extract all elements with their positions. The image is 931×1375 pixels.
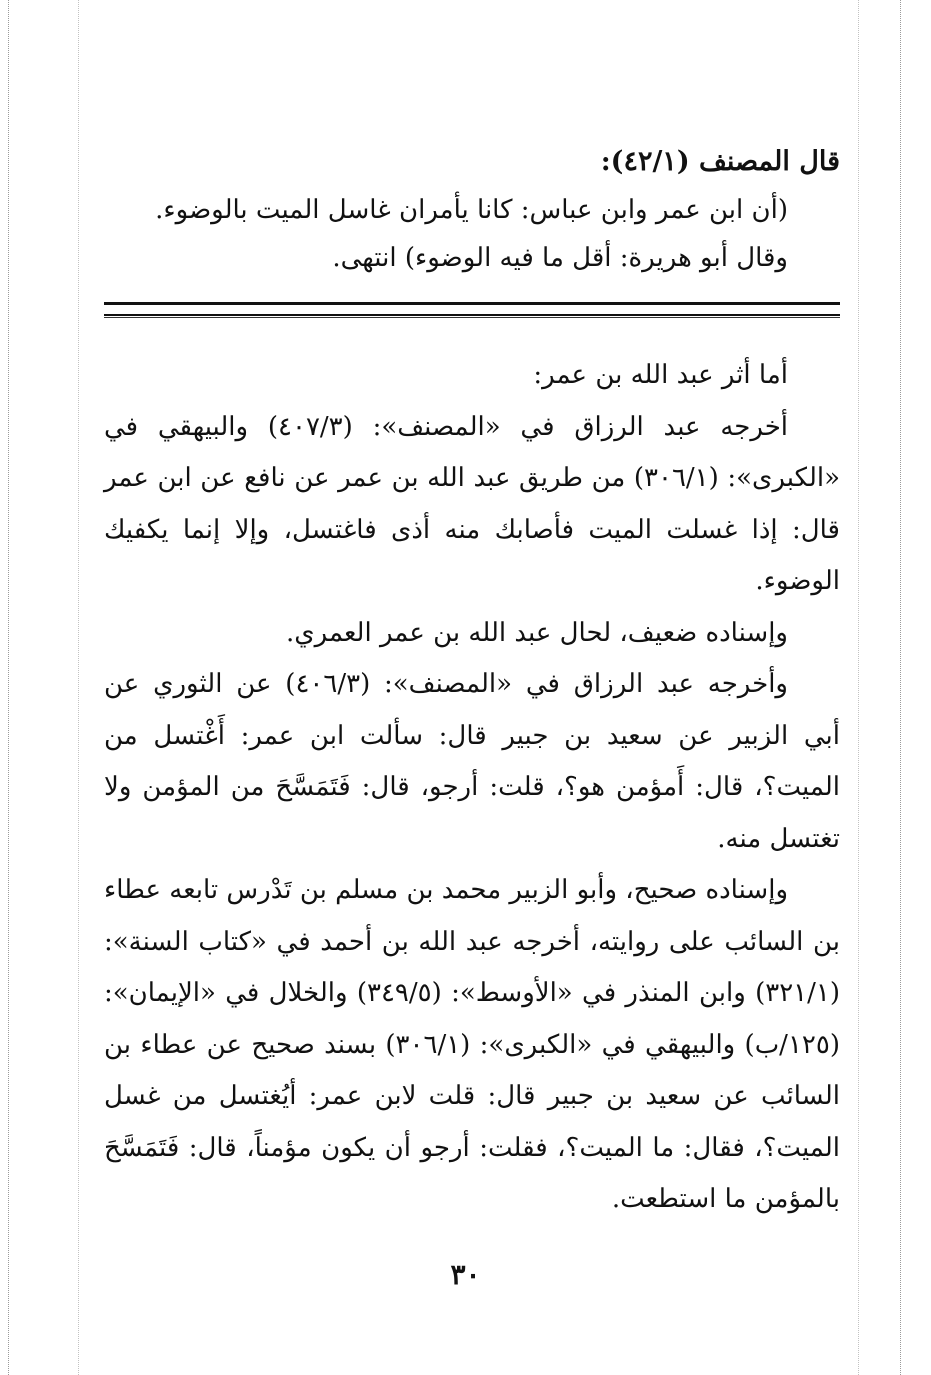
quote-line: (أن ابن عمر وابن عباس: كانا يأمران غاسل الميت بالوضوء. — [155, 195, 788, 225]
quoted-text — [104, 186, 840, 282]
commentary-body — [104, 350, 840, 1226]
paragraph: وأخرجه عبد الرزاق في «المصنف»: (٤٠٦/٣) عن الثوري عن أبي الزبير عن سعيد بن جبير قال: سألت ابن عمر: أَغْتسل من الميت؟، قال: أَمؤمن هو؟، قلت: أرجو، قال: فَتَمَسَّحَ من المؤمن ولا تغتسل منه. — [104, 669, 840, 854]
scan-edge-line — [900, 0, 901, 1375]
paragraph: أما أثر عبد الله بن عمر: — [533, 360, 788, 390]
quote-line: وقال أبو هريرة: أقل ما فيه الوضوء) انتهى. — [332, 243, 788, 273]
page-number: ٣٠ — [450, 1258, 481, 1291]
book-page — [104, 140, 840, 1226]
section-heading: قال المصنف (٤٢/١): — [600, 146, 840, 177]
paragraph: وإسناده ضعيف، لحال عبد الله بن عمر العمري. — [286, 617, 788, 648]
paragraph: وإسناده صحيح، وأبو الزبير محمد بن مسلم بن تَدْرس تابعه عطاء بن السائب على روايته، أخرجه عبد الله بن أحمد في «كتاب السنة»: (٣٢١/١) وابن المنذر في «الأوسط»: (٣٤٩/٥) والخلال في «الإيمان»: (١٢٥/ب) والبيهقي في «الكبرى»: (٣٠٦/١) بسند صحيح عن عطاء بن السائب عن سعيد بن جبير قال: قلت لابن عمر: أيُغتسل من غسل الميت؟، فقال: ما الميت؟، فقلت: أرجو أن يكون مؤمناً، قال: فَتَمَسَّحَ بالمؤمن ما استطعت. — [104, 875, 841, 1214]
paragraph: أخرجه عبد الرزاق في «المصنف»: (٤٠٧/٣) والبيهقي في «الكبرى»: (٣٠٦/١) من طريق عبد الله بن عمر عن نافع عن ابن عمر قال: إذا غسلت الميت فأصابك منه أذى فاغتسل، وإلا إنما يكفيك الوضوء. — [104, 411, 841, 596]
scan-edge-line — [858, 0, 859, 1375]
scan-edge-line — [8, 0, 9, 1375]
scan-edge-line — [78, 0, 79, 1375]
thin-rule-separator — [104, 317, 840, 318]
double-rule-separator — [104, 302, 840, 316]
